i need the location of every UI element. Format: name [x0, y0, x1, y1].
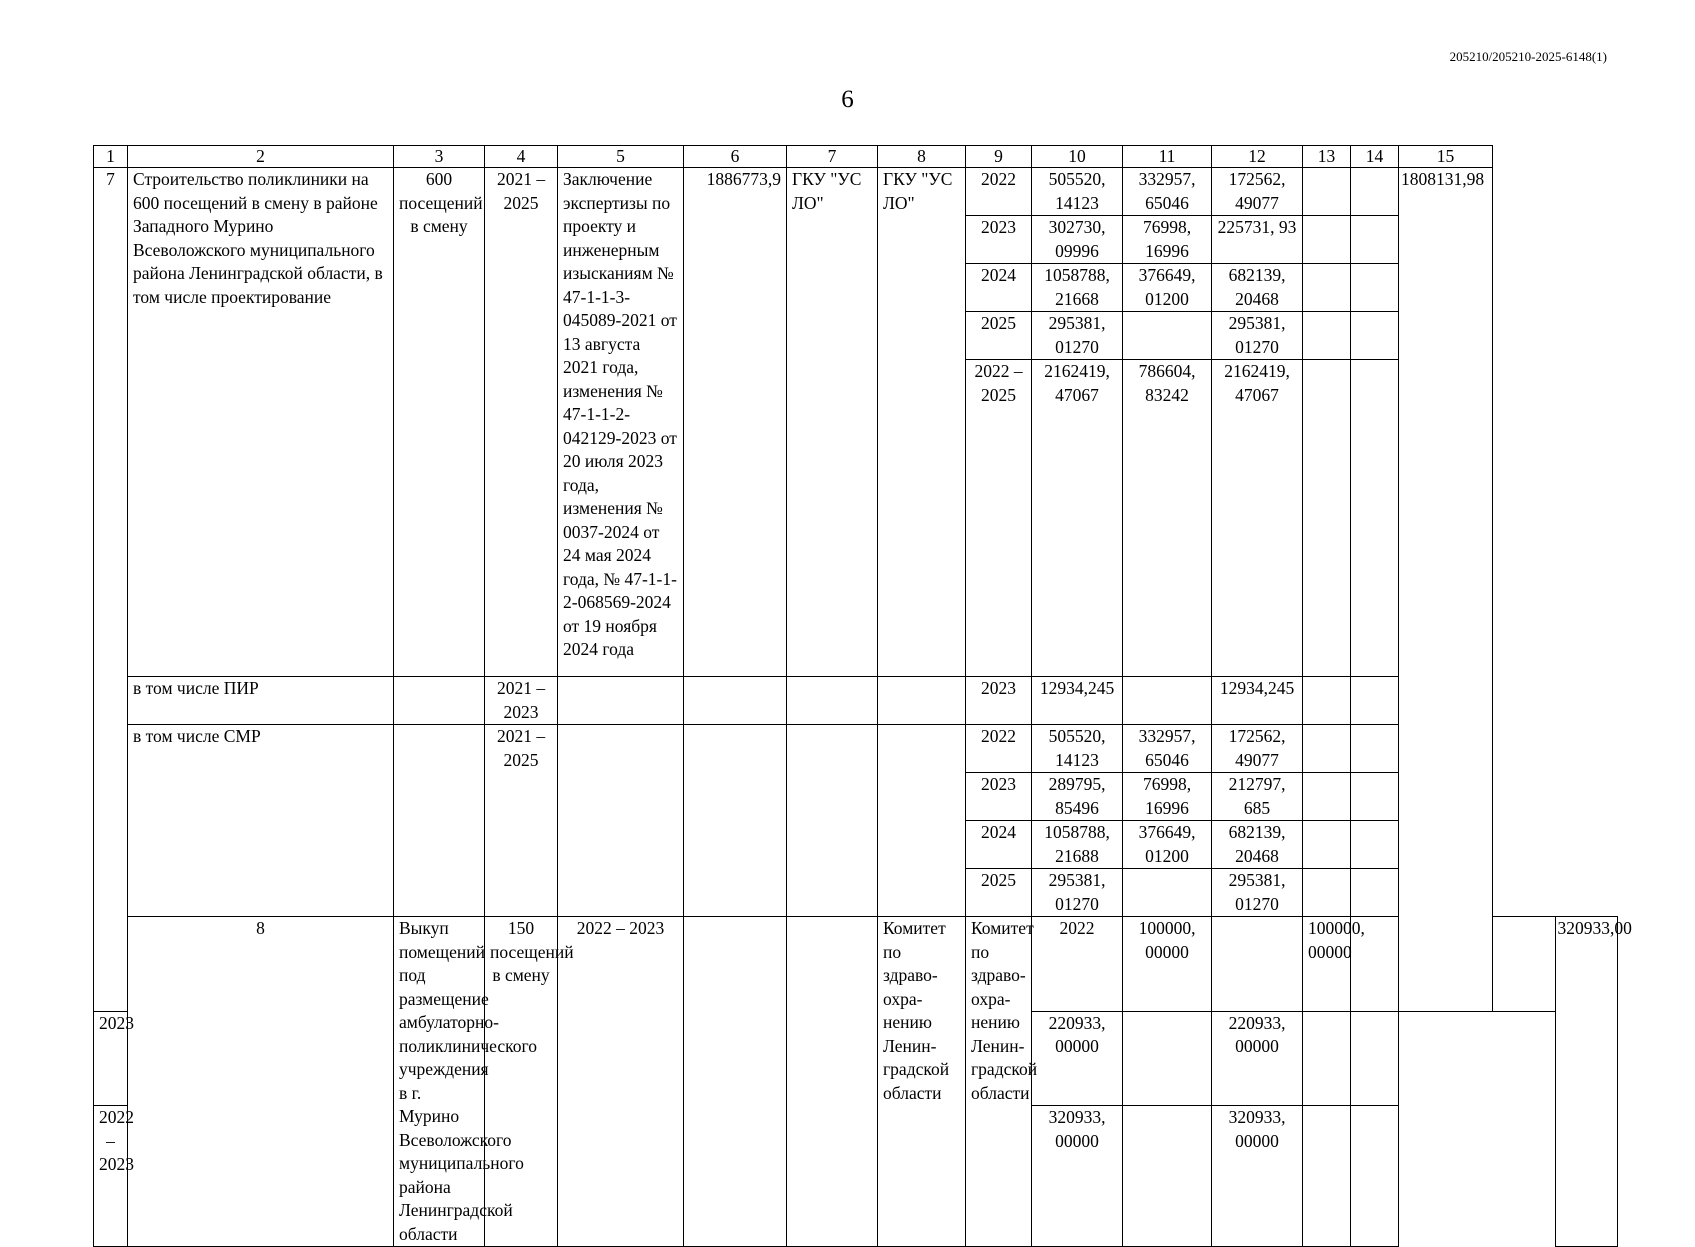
- column-header: 3: [394, 146, 485, 168]
- col14-cell: [1351, 1011, 1399, 1106]
- year-cell: 2022 – 2025: [966, 360, 1032, 677]
- col14-cell: [1493, 917, 1556, 1012]
- total-funding-cell: 505520, 14123: [1032, 725, 1123, 773]
- federal-funding-cell: 76998, 16996: [1123, 773, 1212, 821]
- smr-label: в том числе СМР: [128, 725, 394, 917]
- cost-cell: [787, 917, 878, 1247]
- object-name: Строительство поликлиники на 600 посещений в смену в районе Западного Мурино Всеволожского муниципального района Ленинградской области, в том числе проектирование: [128, 168, 394, 677]
- total15-cell: 320933,00: [1555, 917, 1618, 1247]
- col13-cell: [1303, 312, 1351, 360]
- total-funding-cell: 289795, 85496: [1032, 773, 1123, 821]
- pir-label: в том числе ПИР: [128, 677, 394, 725]
- federal-funding-cell: 376649, 01200: [1123, 264, 1212, 312]
- federal-funding-cell: [1123, 677, 1212, 725]
- item-number: 7: [94, 168, 128, 1012]
- col14-cell: [1351, 168, 1399, 216]
- col14-cell: [1351, 1106, 1399, 1247]
- column-header: 12: [1212, 146, 1303, 168]
- table-row: [94, 917, 1618, 1012]
- col14-cell: [1351, 725, 1399, 773]
- total-funding-cell: 100000, 00000: [1123, 917, 1212, 1012]
- regional-funding-cell: 225731, 93: [1212, 216, 1303, 264]
- year-cell: 2024: [966, 821, 1032, 869]
- total-funding-cell: 1058788, 21688: [1032, 821, 1123, 869]
- col13-cell: [1303, 773, 1351, 821]
- federal-funding-cell: [1123, 1106, 1212, 1247]
- column-header: 7: [787, 146, 878, 168]
- regional-funding-cell: 295381, 01270: [1212, 312, 1303, 360]
- regional-funding-cell: 2162419, 47067: [1212, 360, 1303, 677]
- year-cell: 2022 – 2023: [94, 1106, 128, 1247]
- col13-cell: [1303, 264, 1351, 312]
- col13-cell: [1303, 677, 1351, 725]
- col14-cell: [1351, 677, 1399, 725]
- column-header: 15: [1399, 146, 1493, 168]
- year-cell: 2023: [94, 1011, 128, 1106]
- total-funding-cell: 302730, 09996: [1032, 216, 1123, 264]
- regional-funding-cell: 295381, 01270: [1212, 869, 1303, 917]
- expertise-cell: Заключение экспертизы по проекту и инженерным изысканиям № 47-1-1-3-045089-2021 от 13 августа 2021 года, изменения № 47-1-1-2-042129-2023 от 20 июля 2023 года, изменения № 0037-2024 от 24 мая 2024 года, № 47-1-1-2-068569-2024 от 19 ноября 2024 года: [558, 168, 684, 677]
- column-header: 13: [1303, 146, 1351, 168]
- column-header: 5: [558, 146, 684, 168]
- col13-cell: [1303, 1106, 1351, 1247]
- total-funding-cell: 2162419, 47067: [1032, 360, 1123, 677]
- regional-funding-cell: 682139, 20468: [1212, 821, 1303, 869]
- period-cell: 2021 – 2023: [485, 677, 558, 725]
- col14-cell: [1351, 264, 1399, 312]
- table-row: [94, 725, 1618, 773]
- col13-cell: [1303, 821, 1351, 869]
- document-id: 205210/205210-2025-6148(1): [1449, 49, 1607, 64]
- developer-cell: [878, 677, 966, 725]
- year-cell: 2025: [966, 869, 1032, 917]
- federal-funding-cell: [1212, 917, 1303, 1012]
- total-funding-cell: 320933, 00000: [1032, 1106, 1123, 1247]
- regional-funding-cell: 220933, 00000: [1212, 1011, 1303, 1106]
- developer-cell: ГКУ "УС ЛО": [878, 168, 966, 677]
- capacity-cell: [394, 725, 485, 917]
- year-cell: 2022: [966, 725, 1032, 773]
- year-cell: 2023: [966, 773, 1032, 821]
- column-header: 14: [1351, 146, 1399, 168]
- period-cell: 2022 – 2023: [558, 917, 684, 1247]
- capacity-cell: 600 посещений в смену: [394, 168, 485, 677]
- customer-cell: [787, 725, 878, 917]
- regional-funding-cell: 172562, 49077: [1212, 725, 1303, 773]
- column-header: 6: [684, 146, 787, 168]
- customer-cell: [787, 677, 878, 725]
- table-row: [94, 168, 1618, 216]
- object-name: Выкуп помещений под размещение амбулаторно-поликлинического учреждения в г. Мурино Всеволожского муниципального района Ленинградской области: [394, 917, 485, 1247]
- expertise-cell: [558, 725, 684, 917]
- col13-cell: [1303, 360, 1351, 677]
- column-header: 1: [94, 146, 128, 168]
- column-number-row: [94, 146, 1618, 168]
- col13-cell: [1303, 216, 1351, 264]
- cost-cell: [684, 677, 787, 725]
- developer-cell: Комитет по здраво-охра-нению Ленин-градской области: [966, 917, 1032, 1247]
- col14-cell: [1351, 360, 1399, 677]
- regional-funding-cell: 12934,245: [1212, 677, 1303, 725]
- federal-funding-cell: 332957, 65046: [1123, 725, 1212, 773]
- regional-funding-cell: 212797, 685: [1212, 773, 1303, 821]
- year-cell: 2022: [1032, 917, 1123, 1012]
- regional-funding-cell: 320933, 00000: [1212, 1106, 1303, 1247]
- capacity-cell: [394, 677, 485, 725]
- federal-funding-cell: [1123, 1011, 1212, 1106]
- total-funding-cell: 220933, 00000: [1032, 1011, 1123, 1106]
- col13-cell: [1303, 725, 1351, 773]
- total15-cell: 1808131,98: [1399, 168, 1493, 1012]
- year-cell: 2023: [966, 677, 1032, 725]
- federal-funding-cell: 786604, 83242: [1123, 360, 1212, 677]
- year-cell: 2022: [966, 168, 1032, 216]
- program-table: [93, 145, 1632, 1247]
- col14-cell: [1351, 821, 1399, 869]
- regional-funding-cell: 172562, 49077: [1212, 168, 1303, 216]
- period-cell: 2021 – 2025: [485, 168, 558, 677]
- col14-cell: [1351, 312, 1399, 360]
- column-header: 9: [966, 146, 1032, 168]
- federal-funding-cell: 76998, 16996: [1123, 216, 1212, 264]
- capacity-cell: 150 посещений в смену: [485, 917, 558, 1247]
- year-cell: 2023: [966, 216, 1032, 264]
- regional-funding-cell: 682139, 20468: [1212, 264, 1303, 312]
- item-number: 8: [128, 917, 394, 1247]
- column-header: 10: [1032, 146, 1123, 168]
- column-header: 11: [1123, 146, 1212, 168]
- total-funding-cell: 295381, 01270: [1032, 869, 1123, 917]
- customer-cell: Комитет по здраво-охра-нению Ленин-градской области: [878, 917, 966, 1247]
- total-funding-cell: 1058788, 21668: [1032, 264, 1123, 312]
- developer-cell: [878, 725, 966, 917]
- table-row: [94, 677, 1618, 725]
- column-header: 4: [485, 146, 558, 168]
- cost-cell: 1886773,9: [684, 168, 787, 677]
- column-header: 2: [128, 146, 394, 168]
- total-funding-cell: 505520, 14123: [1032, 168, 1123, 216]
- expertise-cell: [558, 677, 684, 725]
- federal-funding-cell: [1123, 312, 1212, 360]
- federal-funding-cell: 332957, 65046: [1123, 168, 1212, 216]
- col13-cell: [1303, 168, 1351, 216]
- col14-cell: [1351, 773, 1399, 821]
- federal-funding-cell: 376649, 01200: [1123, 821, 1212, 869]
- customer-cell: ГКУ "УС ЛО": [787, 168, 878, 677]
- expertise-cell: [684, 917, 787, 1247]
- col14-cell: [1351, 869, 1399, 917]
- period-cell: 2021 – 2025: [485, 725, 558, 917]
- federal-funding-cell: [1123, 869, 1212, 917]
- total-funding-cell: 295381, 01270: [1032, 312, 1123, 360]
- year-cell: 2024: [966, 264, 1032, 312]
- year-cell: 2025: [966, 312, 1032, 360]
- col13-cell: [1303, 1011, 1351, 1106]
- regional-funding-cell: 100000, 00000: [1303, 917, 1351, 1012]
- col13-cell: [1303, 869, 1351, 917]
- column-header: 8: [878, 146, 966, 168]
- col14-cell: [1351, 216, 1399, 264]
- page-number: 6: [841, 86, 854, 113]
- total-funding-cell: 12934,245: [1032, 677, 1123, 725]
- cost-cell: [684, 725, 787, 917]
